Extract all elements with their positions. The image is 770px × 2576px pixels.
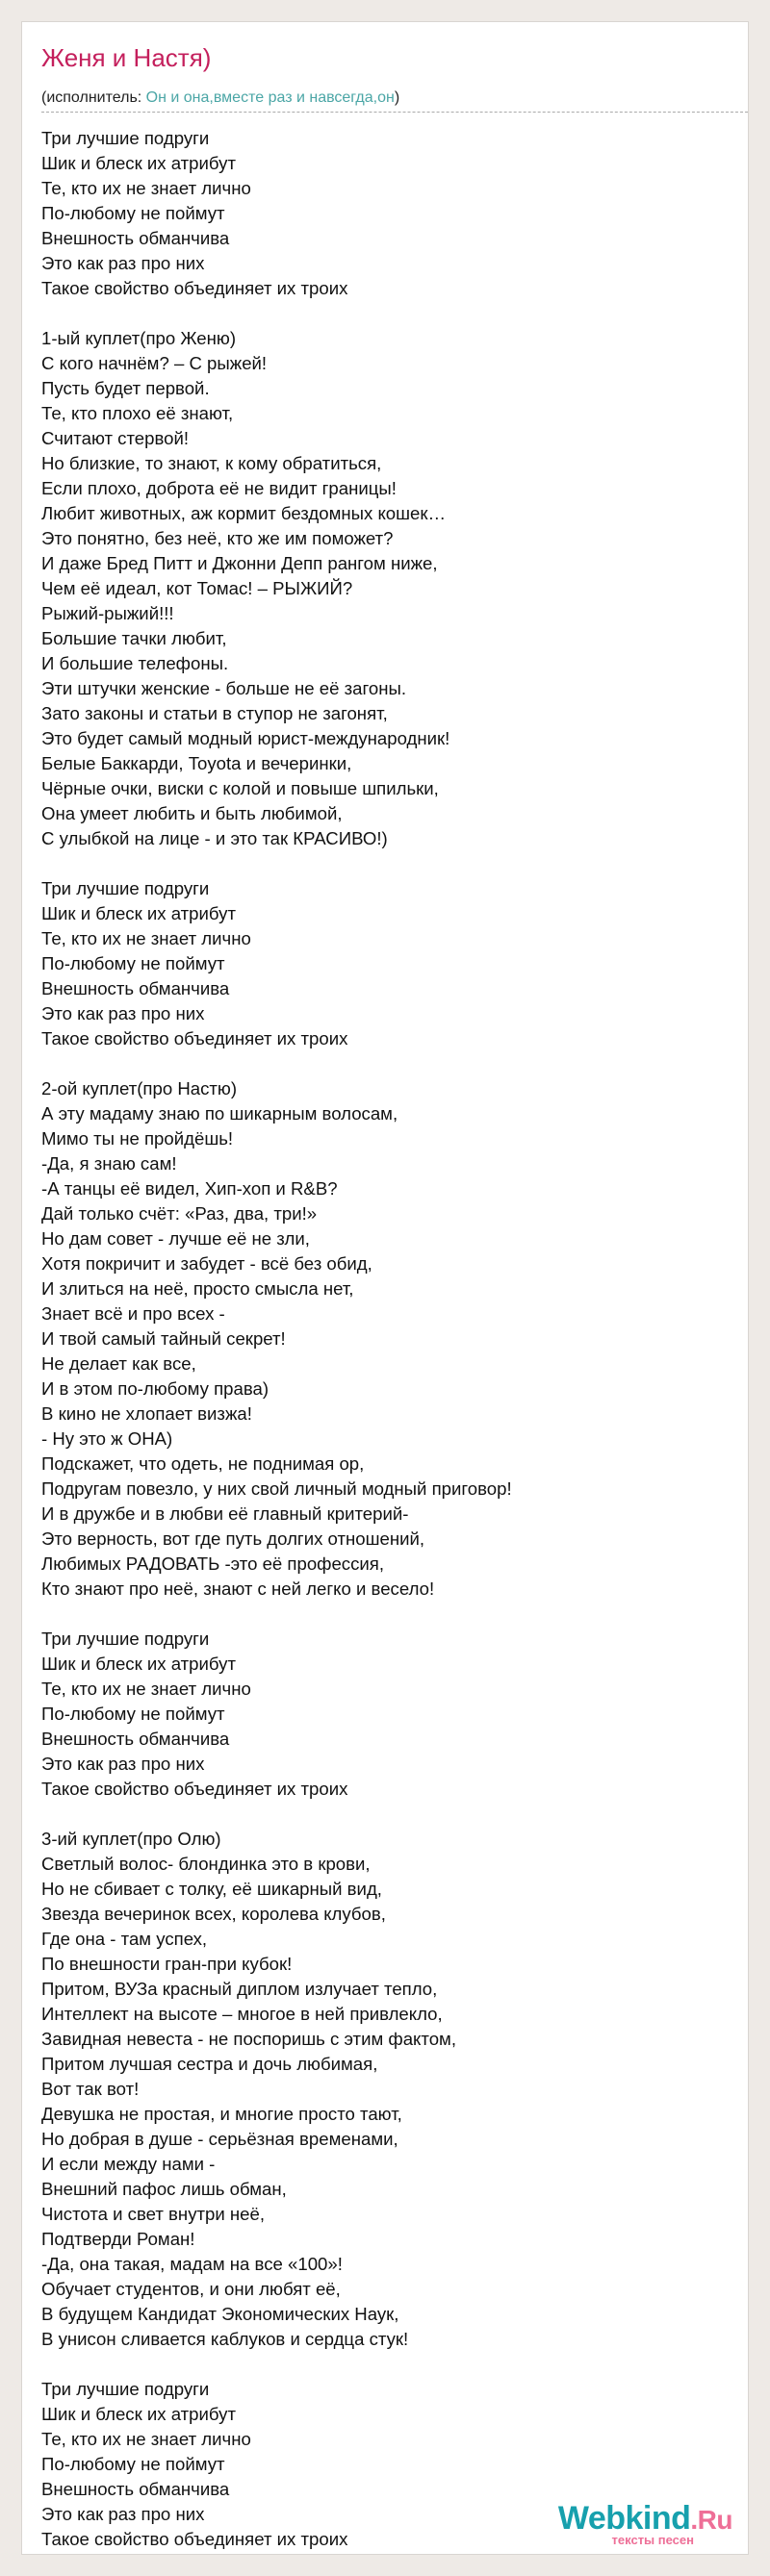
song-title: Женя и Настя) bbox=[41, 43, 212, 72]
lyric-line: Такое свойство объединяет их троих bbox=[41, 1779, 348, 1799]
lyric-line: По внешности гран-при кубок! bbox=[41, 1954, 293, 1974]
lyric-line: Чёрные очки, виски с колой и повыше шпильки, bbox=[41, 778, 439, 798]
lyrics-panel bbox=[21, 21, 749, 2555]
lyric-line: Внешний пафос лишь обман, bbox=[41, 2179, 287, 2199]
stanza-gap bbox=[41, 1602, 512, 1627]
artist-prefix: (исполнитель: bbox=[41, 89, 146, 106]
lyric-line: Кто знают про неё, знают с ней легко и весело! bbox=[41, 1578, 435, 1599]
lyric-line: Подскажет, что одеть, не поднимая ор, bbox=[41, 1453, 365, 1474]
lyric-line: Интеллект на высоте – многое в ней привлекло, bbox=[41, 2004, 443, 2024]
lyric-line: Шик и блеск их атрибут bbox=[41, 153, 236, 173]
artist-link[interactable]: Он и она,вместе раз и навсегда,он bbox=[145, 89, 395, 106]
lyric-line: По-любому не поймут bbox=[41, 2454, 225, 2474]
lyric-line: И большие телефоны. bbox=[41, 653, 229, 673]
lyrics-text bbox=[41, 101, 512, 2552]
lyric-line: Мимо ты не пройдёшь! bbox=[41, 1128, 234, 1149]
lyric-line: В унисон сливается каблуков и сердца стук! bbox=[41, 2329, 409, 2349]
lyric-line: Три лучшие подруги bbox=[41, 2379, 210, 2399]
stanza-gap bbox=[41, 2352, 512, 2377]
lyric-line: Вот так вот! bbox=[41, 2079, 140, 2099]
stanza-gap bbox=[41, 101, 512, 126]
lyric-line: Внешность обманчива bbox=[41, 228, 230, 248]
lyric-line: Шик и блеск их атрибут bbox=[41, 1654, 236, 1674]
lyric-line: Но близкие, то знают, к кому обратиться, bbox=[41, 453, 382, 473]
lyric-line: Если плохо, доброта её не видит границы! bbox=[41, 478, 397, 498]
lyric-line: Звезда вечеринок всех, королева клубов, bbox=[41, 1904, 386, 1924]
lyric-line: И злиться на неё, просто смысла нет, bbox=[41, 1278, 354, 1299]
lyric-line: Чем её идеал, кот Томас! – РЫЖИЙ? bbox=[41, 578, 353, 598]
lyric-line: Но добрая в душе - серьёзная временами, bbox=[41, 2129, 398, 2149]
lyric-line: И даже Бред Питт и Джонни Депп рангом ниже, bbox=[41, 553, 438, 573]
lyric-line: Те, кто их не знает лично bbox=[41, 1679, 251, 1699]
lyric-line: Рыжий-рыжий!!! bbox=[41, 603, 174, 623]
lyric-line: С кого начнём? – С рыжей! bbox=[41, 353, 268, 373]
lyric-line: А эту мадаму знаю по шикарным волосам, bbox=[41, 1103, 398, 1124]
lyric-line: С улыбкой на лице - и это так КРАСИВО!) bbox=[41, 828, 388, 848]
lyric-line: Девушка не простая, и многие просто тают, bbox=[41, 2104, 402, 2124]
lyric-line: И в дружбе и в любви её главный критерий- bbox=[41, 1503, 409, 1524]
lyric-line: 2-ой куплет(про Настю) bbox=[41, 1078, 238, 1099]
lyric-line: Чистота и свет внутри неё, bbox=[41, 2204, 266, 2224]
lyric-line: Зато законы и статьи в ступор не загонят, bbox=[41, 703, 388, 723]
lyric-line: -А танцы её видел, Хип-хоп и R&B? bbox=[41, 1178, 338, 1199]
lyric-line: Это как раз про них bbox=[41, 1754, 205, 1774]
lyric-line: Завидная невеста - не поспоришь с этим фактом, bbox=[41, 2029, 456, 2049]
lyric-line: Она умеет любить и быть любимой, bbox=[41, 803, 343, 823]
logo-tagline: тексты песен bbox=[611, 2533, 694, 2547]
lyric-line: Подтверди Роман! bbox=[41, 2229, 195, 2249]
stanza-gap bbox=[41, 1051, 512, 1076]
lyric-line: Это будет самый модный юрист-международник! bbox=[41, 728, 450, 748]
lyric-line: Три лучшие подруги bbox=[41, 1629, 210, 1649]
lyric-line: Такое свойство объединяет их троих bbox=[41, 2529, 348, 2549]
lyric-line: Шик и блеск их атрибут bbox=[41, 2404, 236, 2424]
lyric-line: Знает всё и про всех - bbox=[41, 1303, 225, 1324]
lyric-line: Три лучшие подруги bbox=[41, 878, 210, 898]
stanza-gap bbox=[41, 1802, 512, 1827]
lyric-line: Притом, ВУЗа красный диплом излучает тепло, bbox=[41, 1979, 438, 1999]
stanza-gap bbox=[41, 851, 512, 876]
lyric-line: И в этом по-любому права) bbox=[41, 1378, 270, 1399]
lyric-line: Хотя покричит и забудет - всё без обид, bbox=[41, 1253, 372, 1274]
lyric-line: Это как раз про них bbox=[41, 2504, 205, 2524]
lyric-line: Это как раз про них bbox=[41, 253, 205, 273]
lyric-line: Но дам совет - лучше её не зли, bbox=[41, 1228, 310, 1249]
lyric-line: И если между нами - bbox=[41, 2154, 216, 2174]
stanza-gap bbox=[41, 301, 512, 326]
lyric-line: Это верность, вот где путь долгих отношений, bbox=[41, 1528, 425, 1549]
lyric-line: Внешность обманчива bbox=[41, 2479, 230, 2499]
lyric-line: 3-ий куплет(про Олю) bbox=[41, 1829, 221, 1849]
lyric-line: Любит животных, аж кормит бездомных кошек… bbox=[41, 503, 447, 523]
lyric-line: В будущем Кандидат Экономических Наук, bbox=[41, 2304, 399, 2324]
lyric-line: Это понятно, без неё, кто же им поможет? bbox=[41, 528, 394, 548]
lyric-line: По-любому не поймут bbox=[41, 1704, 225, 1724]
lyric-line: Притом лучшая сестра и дочь любимая, bbox=[41, 2054, 378, 2074]
lyric-line: Три лучшие подруги bbox=[41, 128, 210, 148]
lyric-line: Внешность обманчива bbox=[41, 978, 230, 998]
lyric-line: Считают стервой! bbox=[41, 428, 190, 448]
logo-name: Webkind bbox=[557, 2500, 691, 2537]
lyric-line: Такое свойство объединяет их троих bbox=[41, 278, 348, 298]
lyric-line: Где она - там успех, bbox=[41, 1929, 208, 1949]
lyric-line: Обучает студентов, и они любят её, bbox=[41, 2279, 341, 2299]
lyric-line: Те, кто их не знает лично bbox=[41, 178, 251, 198]
lyric-line: Светлый волос- блондинка это в крови, bbox=[41, 1854, 371, 1874]
lyric-line: Внешность обманчива bbox=[41, 1729, 230, 1749]
lyric-line: Это как раз про них bbox=[41, 1003, 205, 1023]
lyric-line: Не делает как все, bbox=[41, 1353, 196, 1374]
lyric-line: -Да, она такая, мадам на все «100»! bbox=[41, 2254, 343, 2274]
logo-tld: .Ru bbox=[690, 2505, 732, 2535]
lyric-line: Пусть будет первой. bbox=[41, 378, 210, 398]
lyric-line: -Да, я знаю сам! bbox=[41, 1153, 177, 1174]
lyric-line: Эти штучки женские - больше не её загоны. bbox=[41, 678, 407, 698]
lyric-line: Такое свойство объединяет их троих bbox=[41, 1028, 348, 1048]
lyric-line: Любимых РАДОВАТЬ -это её профессия, bbox=[41, 1553, 385, 1574]
lyric-line: Дай только счёт: «Раз, два, три!» bbox=[41, 1203, 318, 1224]
lyric-line: Но не сбивает с толку, её шикарный вид, bbox=[41, 1879, 382, 1899]
lyric-line: Шик и блеск их атрибут bbox=[41, 903, 236, 923]
lyric-line: По-любому не поймут bbox=[41, 203, 225, 223]
lyric-line: Подругам повезло, у них свой личный модный приговор! bbox=[41, 1478, 512, 1499]
lyric-line: 1-ый куплет(про Женю) bbox=[41, 328, 237, 348]
lyric-line: Белые Баккарди, Toyota и вечеринки, bbox=[41, 753, 352, 773]
lyric-line: В кино не хлопает визжа! bbox=[41, 1403, 252, 1424]
lyric-line: И твой самый тайный секрет! bbox=[41, 1328, 286, 1349]
lyric-line: По-любому не поймут bbox=[41, 953, 225, 973]
lyric-line: Большие тачки любит, bbox=[41, 628, 227, 648]
lyric-line: Те, кто их не знает лично bbox=[41, 928, 251, 948]
artist-suffix: ) bbox=[394, 89, 400, 106]
lyric-line: - Ну это ж ОНА) bbox=[41, 1428, 173, 1449]
lyric-line: Те, кто их не знает лично bbox=[41, 2429, 251, 2449]
webkind-logo[interactable] bbox=[557, 2500, 740, 2548]
lyric-line: Те, кто плохо её знают, bbox=[41, 403, 234, 423]
